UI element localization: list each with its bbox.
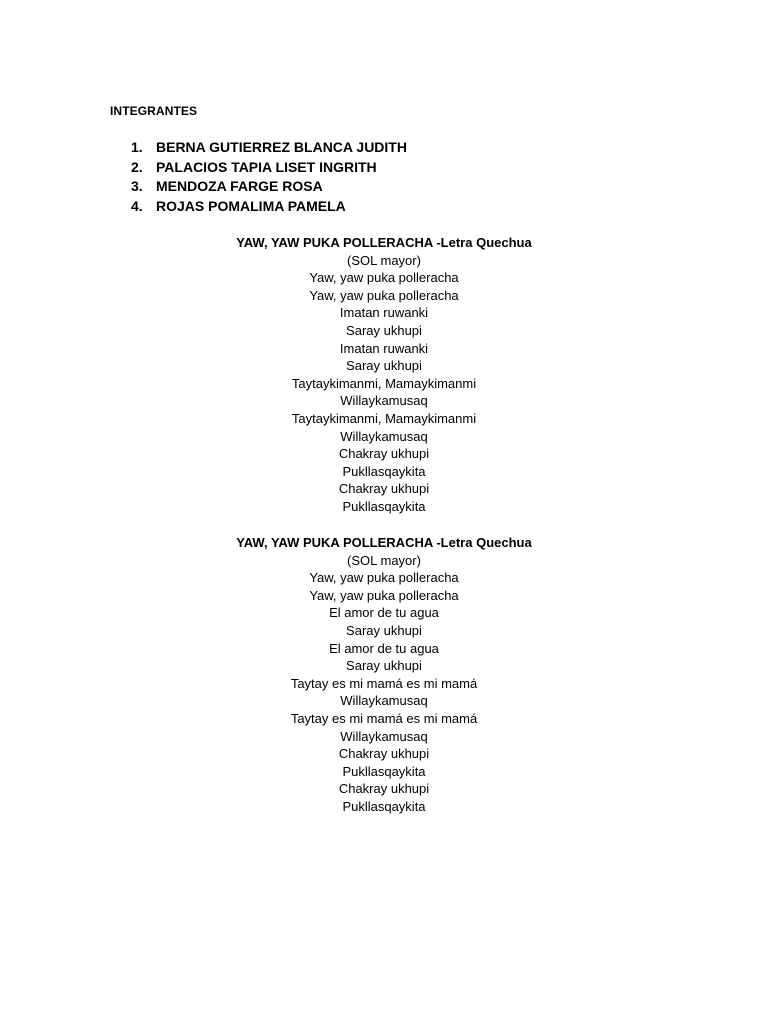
lyric-line: Willaykamusaq <box>340 428 428 444</box>
list-item <box>131 197 407 217</box>
member-name: PALACIOS TAPIA LISET INGRITH <box>156 158 377 175</box>
lyric-line: El amor de tu agua <box>329 640 439 656</box>
lyric-line: Chakray ukhupi <box>338 446 430 462</box>
lyric-line: Yaw, yaw puka polleracha <box>309 570 459 586</box>
lyric-line: Saray ukhupi <box>346 622 422 638</box>
lyric-line: (SOL mayor) <box>347 552 421 568</box>
list-number: 3. <box>131 178 143 194</box>
lyric-line: Yaw, yaw puka polleracha <box>309 587 459 603</box>
list-number: 4. <box>131 197 143 214</box>
lyric-line: Chakray ukhupi <box>338 746 430 762</box>
lyric-line: Chakray ukhupi <box>338 781 430 797</box>
list-number: 1. <box>131 139 143 155</box>
lyric-line: Imatan ruwanki <box>339 340 429 356</box>
members-list <box>131 138 407 216</box>
lyric-line: Chakray ukhupi <box>338 481 430 497</box>
song-title: YAW, YAW PUKA POLLERACHA -Letra Quechua <box>236 235 532 250</box>
song-title: YAW, YAW PUKA POLLERACHA -Letra Quechua <box>236 535 532 550</box>
lyric-line: Yaw, yaw puka polleracha <box>309 270 459 286</box>
lyric-line: Willaykamusaq <box>340 393 428 409</box>
song-lyrics-translation <box>184 534 584 816</box>
lyric-line: Pukllasqaykita <box>342 498 426 514</box>
lyric-line: Pukllasqaykita <box>342 798 426 814</box>
list-number: 2. <box>131 158 143 175</box>
lyric-line: Willaykamusaq <box>340 693 428 709</box>
lyric-line: El amor de tu agua <box>329 605 439 621</box>
member-name: BERNA GUTIERREZ BLANCA JUDITH <box>156 139 407 155</box>
lyric-line: (SOL mayor) <box>347 252 421 268</box>
lyric-line: Yaw, yaw puka polleracha <box>309 287 459 303</box>
list-item <box>131 177 407 197</box>
lyric-line: Taytay es mi mamá es mi mamá <box>290 710 478 726</box>
section-heading: INTEGRANTES <box>110 104 198 118</box>
list-item <box>131 158 407 178</box>
lyric-line: Taytaykimanmi, Mamaykimanmi <box>291 375 477 391</box>
member-name: ROJAS POMALIMA PAMELA <box>156 197 346 214</box>
lyric-line: Saray ukhupi <box>346 658 422 674</box>
lyric-line: Saray ukhupi <box>346 322 422 338</box>
song-lyrics-quechua <box>184 234 584 516</box>
lyric-line: Willaykamusaq <box>340 728 428 744</box>
lyric-line: Saray ukhupi <box>346 358 422 374</box>
lyric-line: Pukllasqaykita <box>342 463 426 479</box>
lyric-line: Taytay es mi mamá es mi mamá <box>290 675 478 691</box>
lyric-line: Imatan ruwanki <box>339 305 429 321</box>
member-name: MENDOZA FARGE ROSA <box>156 178 323 194</box>
list-item <box>131 138 407 158</box>
lyric-line: Taytaykimanmi, Mamaykimanmi <box>291 410 477 426</box>
lyric-line: Pukllasqaykita <box>342 763 426 779</box>
